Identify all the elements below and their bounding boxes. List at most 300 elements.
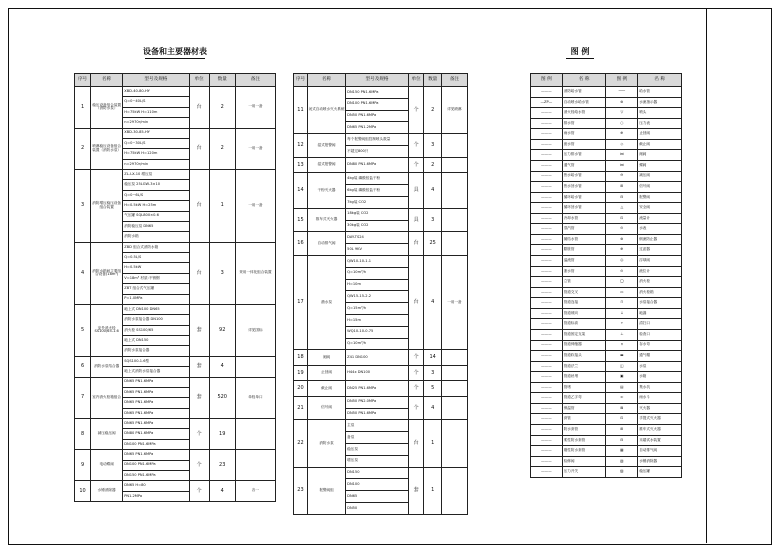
table-row [294,365,468,380]
legend-row [531,213,682,224]
row-spec: n=2970r/min [123,159,189,169]
legend-symbol: ⊗ [606,97,638,108]
legend-name: 压力开关 [562,467,606,478]
row-qty: 2 [424,87,441,134]
row-name: 消防水箱间主要组合设备(18m³) [91,242,123,304]
row-spec: DN65 H=80 [123,481,189,491]
legend-name: 自动喷水给水管 [562,97,606,108]
table-row [294,255,468,267]
legend-name: 管道乙字弯 [562,393,606,404]
row-spec: QW10-10-1.1 [346,255,409,267]
row-spec: Q=10m³/h [346,338,409,350]
row-spec: H=75kW H=110m [123,107,189,117]
legend-row [531,224,682,235]
legend-symbol: ——— [531,435,563,446]
row-spec: WQ10-10-0.75 [346,326,409,338]
row-name: 喷淋稳压设备组合装置（消防水泵） [91,128,123,170]
column-header: 名 称 [638,74,682,87]
row-number: 18 [294,350,308,365]
row-spec: Q=15m³/h [346,303,409,315]
legend-name: 推车式灭火器 [638,425,682,436]
row-spec: DN25 PN1.6MPa [346,381,409,396]
row-name: 闭式自动喷水灭火系统 [307,87,345,134]
row-spec: H=0.5kW H=25m [123,201,189,211]
row-qty: 1 [209,170,235,243]
row-unit: 台 [189,87,209,129]
row-spec: 30kg装 CO2 [346,220,409,232]
legend-row [531,234,682,245]
legend-row [531,150,682,161]
legend-row [531,108,682,119]
equipment-table-right [293,73,468,515]
legend-row [531,139,682,150]
legend-name: 热水给水管 [562,171,606,182]
row-unit: 台 [408,420,424,467]
legend-name: 泄水管 [562,266,606,277]
row-qty: 4 [424,255,441,350]
legend-symbol: ∩ [606,340,638,351]
row-spec: 备泵 [346,432,409,444]
legend-name: 消火栓 [638,277,682,288]
row-spec: DN65 PN1.6MPa [123,408,189,418]
table-row [75,450,276,460]
legend-symbol: ─── [606,87,638,98]
row-spec: 每个报警阀组控制喷头数量 [346,134,409,146]
row-spec: 地上式 DN100 DN65 [123,304,189,314]
legend-name: 立管 [562,277,606,288]
legend-name: 溢流管 [562,256,606,267]
legend-symbol: ⋈ [606,150,638,161]
legend-symbol: ——— [531,414,563,425]
row-spec: DN65 PN1.6MPa [123,377,189,387]
row-spec: 4kg装 磷酸铵盐干粉 [346,173,409,185]
legend-name: 给水管 [638,87,682,98]
legend-row [531,277,682,288]
legend-symbol: ——— [531,150,563,161]
row-spec: 消火栓 SS100/65 [123,325,189,335]
row-number: 4 [75,242,91,304]
legend-symbol: ▨ [606,467,638,478]
legend-symbol: ▭ [606,287,638,298]
legend-name: 排水管 [562,118,606,129]
legend-name: 热水回水管 [562,182,606,193]
row-note [441,173,467,208]
legend-row [531,129,682,140]
legend-symbol: ——— [531,340,563,351]
legend-symbol: ——— [531,139,563,150]
row-spec: H=10m [346,279,409,291]
legend-name: 止回阀 [638,129,682,140]
column-header: 名称 [307,74,345,87]
legend-name: 消火栓箱 [638,287,682,298]
legend-row [531,308,682,319]
legend-row [531,435,682,446]
legend-name: 水泵 [638,361,682,372]
legend-row [531,87,682,98]
table-row [75,242,276,252]
row-spec: DN65 PN1.6MPa [123,450,189,460]
row-note [441,157,467,172]
row-unit: 套 [408,467,424,514]
row-qty: 2 [209,87,235,129]
row-note [235,419,275,450]
legend-row [531,467,682,478]
legend-name: 通气管 [562,160,606,171]
row-number: 15 [294,208,308,232]
legend-name: 喷头 [638,108,682,119]
legend-name: 雨水斗 [638,393,682,404]
row-spec: DN65 PN1.6MPa [123,387,189,397]
table-row [75,170,276,180]
row-number: 19 [294,365,308,380]
legend-name: 管道伸缩器 [562,340,606,351]
row-spec: 稳压泵 [346,444,409,456]
row-spec: DN50 [346,503,409,515]
row-spec: 不超过800只 [346,146,409,158]
legend-name: 管堵 [562,382,606,393]
legend-symbol: ——— [531,203,563,214]
row-qty: 1 [424,467,441,514]
legend-row [531,118,682,129]
legend-title: 图 例 [570,47,590,56]
row-unit: 个 [408,134,424,158]
row-spec: Q=10m³/h [346,267,409,279]
legend-row [531,361,682,372]
legend-symbol: ↓ [606,308,638,319]
header-row [294,74,468,87]
row-spec: 稳压泵 25LGW-3×10 [123,180,189,190]
legend-symbol: ◯ [606,277,638,288]
legend-name: 闸阀 [638,150,682,161]
legend-symbol: ——— [531,467,563,478]
table-row [75,356,276,366]
legend-row [531,245,682,256]
legend-name: 浮球阀 [638,256,682,267]
equipment-table-left [74,73,276,502]
legend-name: 蝶阀 [638,160,682,171]
row-note [441,381,467,396]
legend-name: 安全阀 [638,203,682,214]
row-unit: 个 [189,481,209,502]
row-spec: XBD-30-85-HY [123,128,189,138]
row-note: 一用一备 [235,87,275,129]
legend-symbol: —ZP— [531,97,563,108]
row-spec: DN80 PN1.6MPa [123,429,189,439]
row-spec: DN65 PN1.6MPa [123,398,189,408]
table-row [75,87,276,97]
row-number: 21 [294,396,308,420]
row-name: 信号阀 [307,396,345,420]
table-row [294,467,468,479]
row-unit: 台 [189,170,209,243]
row-name: 潜水泵 [307,255,345,350]
row-spec: 气压罐 SQL800×0.6 [123,211,189,221]
row-number: 14 [294,173,308,208]
row-note [441,208,467,232]
title-underline [566,58,594,59]
row-spec: 18kg装 CO2 [346,208,409,220]
legend-name: 手提式灭火器 [638,414,682,425]
row-qty: 19 [209,419,235,450]
row-number: 7 [75,377,91,419]
column-header: 名 称 [562,74,606,87]
row-name: 湿式报警阀 [307,134,345,158]
row-qty: 4 [209,356,235,377]
legend-symbol: ◫ [606,361,638,372]
row-number: 10 [75,481,91,502]
table-row [294,232,468,244]
row-note [441,365,467,380]
legend-name: 倒流防止器 [638,234,682,245]
legend-name: 管道法兰 [562,361,606,372]
legend-symbol: ⊖ [606,171,638,182]
legend-symbol: ——— [531,287,563,298]
row-name: 截止阀 [307,381,345,396]
row-number: 1 [75,87,91,129]
row-spec: 消防稳压泵 DN65 [123,221,189,231]
legend-symbol: ⊡ [606,213,638,224]
row-number: 2 [75,128,91,170]
legend-symbol: ——— [531,266,563,277]
legend-name: 水泵接合器 [638,298,682,309]
legend-row [531,425,682,436]
table-row [75,419,276,429]
row-note: 单栓单口 [235,377,275,419]
legend-row [531,203,682,214]
legend-name: 压力排水管 [562,150,606,161]
legend-row [531,319,682,330]
row-spec: DN100 PN1.6MPa [123,439,189,449]
legend-symbol: ⊙ [606,266,638,277]
column-header: 单位 [189,74,209,87]
row-spec: DN150 PN1.6MPa [346,87,409,99]
legend-symbol: ——— [531,382,563,393]
row-name: 推车式灭火器 [307,208,345,232]
column-header: 备注 [441,74,467,87]
legend-symbol: ——— [531,298,563,309]
row-spec: DN65 [346,491,409,503]
legend-name: 集水坑 [638,382,682,393]
legend-symbol: ——— [531,108,563,119]
legend-symbol: △ [606,203,638,214]
row-qty: 3 [209,242,235,304]
legend-name: 套管 [562,414,606,425]
column-header: 序号 [294,74,308,87]
legend-name: 检修阀 [562,456,606,467]
legend-symbol: ⊞ [606,425,638,436]
legend-symbol: ——— [531,446,563,457]
legend-name: 管道丝堵 [562,372,606,383]
legend-symbol: ——— [531,361,563,372]
legend-name: 循环回水管 [562,203,606,214]
legend-symbol: ⊙ [606,224,638,235]
row-spec: P=1.0MPa [123,294,189,304]
legend-symbol: ⊡ [606,414,638,425]
legend-row [531,298,682,309]
legend-symbol: ——— [531,234,563,245]
row-qty: 3 [424,134,441,158]
legend-symbol: ——— [531,319,563,330]
legend-name: 雨水管 [562,129,606,140]
column-header: 序号 [75,74,91,87]
row-spec: 地上式 DN150 [123,336,189,346]
legend-symbol: ——— [531,372,563,383]
row-spec: SQS100-1.6型 [123,356,189,366]
table-row [75,128,276,138]
legend-name: 消火栓给水管 [562,108,606,119]
row-note: 一用一备 [235,128,275,170]
row-note [441,420,467,467]
row-name: 止回阀 [307,365,345,380]
row-spec: DN50 PN1.6MPa [346,408,409,420]
row-spec: H=75kW H=120m [123,149,189,159]
legend-row [531,97,682,108]
legend-symbol: ——— [531,403,563,414]
legend-symbol: ◇ [606,139,638,150]
table-row [294,381,468,396]
row-qty: 23 [209,450,235,481]
row-note: 详见喷淋 [441,87,467,134]
row-spec: XBD-40-80-HY [123,87,189,97]
legend-symbol: ▽ [606,108,638,119]
row-spec: PN1.2MPa [123,491,189,501]
row-name: 消防增压稳压设备组合装置 [91,170,123,243]
legend-symbol: ▣ [606,372,638,383]
row-spec: ZBD 组合式消防水箱 [123,242,189,252]
legend-row [531,329,682,340]
row-number: 20 [294,381,308,396]
row-note [441,396,467,420]
row-unit: 套 [189,304,209,356]
legend-symbol: ⊓ [606,298,638,309]
row-name: 干粉灭火器 [307,173,345,208]
legend-symbol: ⊥ [606,329,638,340]
row-spec: DN100 PN1.6MPa [123,460,189,470]
row-spec: DN150 [346,467,409,479]
legend-symbol: ——— [531,87,563,98]
row-spec: ZL-I-X-10 增压泵 [123,170,189,180]
legend-name: 蒸汽管 [562,224,606,235]
row-note: 采用一体化组合装置 [235,242,275,304]
legend-name: 存水弯 [638,340,682,351]
row-spec: DN50 PN1.6MPa [346,110,409,122]
legend-name: 自动排气阀 [638,446,682,457]
row-spec: DN50 PN2.0MPa [346,396,409,408]
legend-name: 水锤消除器 [638,456,682,467]
row-unit: 个 [408,365,424,380]
legend-symbol: ——— [531,256,563,267]
legend-row [531,160,682,171]
legend-row [531,403,682,414]
row-name: 闸阀 [307,350,345,365]
row-spec: 7kg装 CO2 [346,196,409,208]
row-note [441,134,467,158]
table-row [294,157,468,172]
legend-name: 保温管 [562,403,606,414]
table-row [75,481,276,491]
legend-symbol: ——— [531,393,563,404]
legend-name: 管道固定支架 [562,329,606,340]
row-number: 9 [75,450,91,481]
legend-name: 通气帽 [638,351,682,362]
legend-symbol: ▿ [606,319,638,330]
legend-name: 压力表 [638,118,682,129]
row-unit: 台 [408,232,424,256]
row-note: 详见国标 [235,304,275,356]
row-spec: Z41 DN100 [346,350,409,365]
legend-row [531,256,682,267]
legend-name: 信号阀 [638,182,682,193]
row-note [441,467,467,514]
row-number: 12 [294,134,308,158]
table-row [294,208,468,220]
legend-symbol: ◎ [606,256,638,267]
row-spec: QW15-15-2.2 [346,291,409,303]
legend-row [531,340,682,351]
row-spec: n=2970r/min [123,118,189,128]
legend-row [531,171,682,182]
table-row [294,396,468,408]
row-qty: 1 [424,420,441,467]
row-unit: 个 [408,87,424,134]
legend-name: 地漏 [638,308,682,319]
row-spec: DN65 PN1.6MPa [123,419,189,429]
row-qty: 25 [424,232,441,256]
row-spec: DAY-TS24 [346,232,409,244]
legend-name: 膨胀管 [562,245,606,256]
row-number: 13 [294,157,308,172]
legend-row [531,351,682,362]
legend-table [530,73,682,478]
legend-symbol: ▦ [606,446,638,457]
row-qty: 5 [424,381,441,396]
table-row [75,377,276,387]
row-name: 室内消火栓箱组合 [91,377,123,419]
legend-name: 管道交叉 [562,287,606,298]
row-unit: 个 [408,396,424,420]
legend-row [531,287,682,298]
legend-row [531,372,682,383]
row-spec: 消防水泵接合器 [123,346,189,356]
legend-row [531,393,682,404]
row-spec: H44x DN100 [346,365,409,380]
legend-name: 稳压罐 [638,467,682,478]
row-number: 3 [75,170,91,243]
legend-symbol: ——— [531,308,563,319]
row-note: 一用一备 [235,170,275,243]
row-spec: Q=0~40L/S [123,97,189,107]
row-unit: 台 [189,128,209,170]
row-name: 室外消火栓 SS100/65-1.6 [91,304,123,356]
legend-symbol: ——— [531,171,563,182]
row-spec: DN150 PN1.6MPa [123,470,189,480]
row-unit: 具 [408,173,424,208]
legend-row [531,182,682,193]
legend-symbol: ⊕ [606,129,638,140]
legend-name: 废水管 [562,139,606,150]
legend-symbol: ⊟ [606,192,638,203]
row-unit: 具 [408,208,424,232]
row-unit: 个 [408,157,424,172]
column-header: 数量 [209,74,235,87]
legend-name: 冷却水管 [562,213,606,224]
legend-symbol: ——— [531,329,563,340]
header-row [75,74,276,87]
legend-symbol: ——— [531,192,563,203]
table-row [294,134,468,146]
legend-symbol: ——— [531,182,563,193]
legend-symbol: ——— [531,425,563,436]
